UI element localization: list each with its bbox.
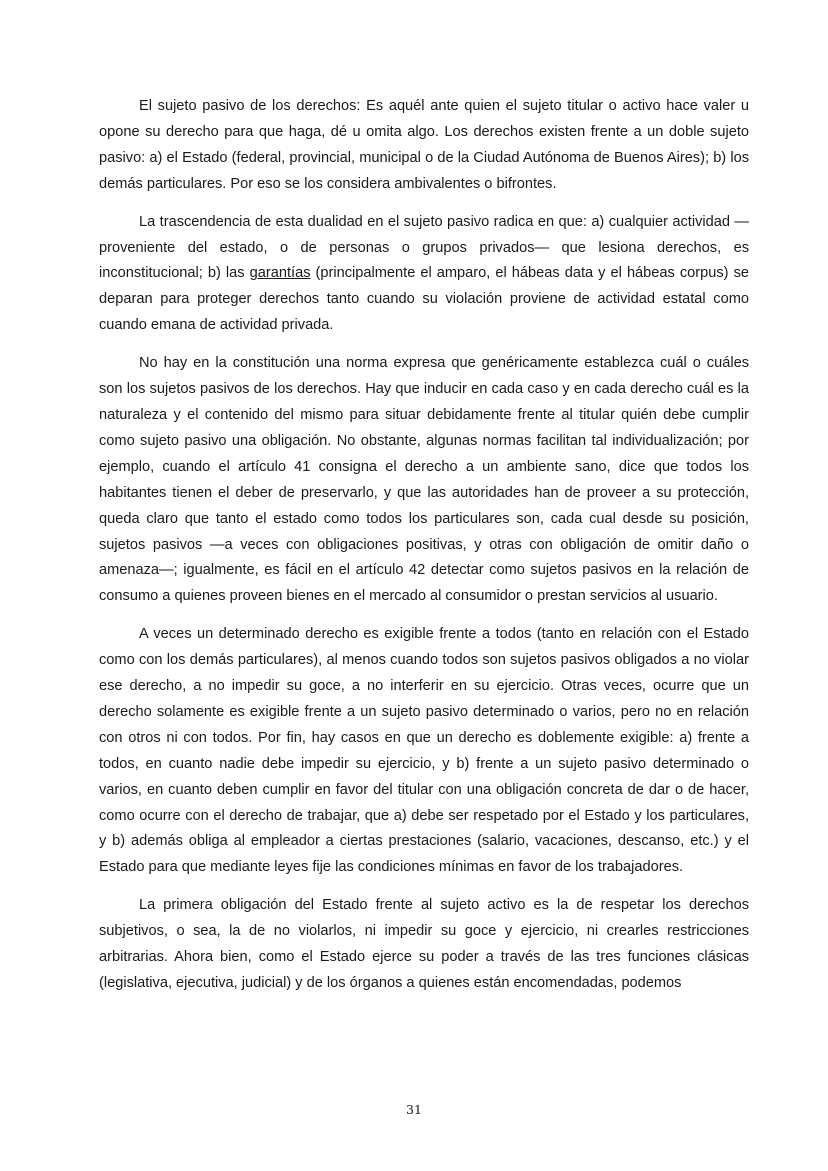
garantias-link[interactable]: garantías: [249, 265, 311, 282]
paragraph-duality-text-after: (principalmente el amparo, el hábeas data y el hábeas corpus) se deparan para proteger derechos tanto cuando su violación proviene de actividad estatal como cuando emana de actividad privada.: [99, 265, 750, 334]
paragraph-state-obligation: La primera obligación del Estado frente al sujeto activo es la de respetar los derechos subjetivos, o sea, la de no violarlos, ni impedir su goce y ejercicio, ni crearles restricciones arbitrarias. Ahora bien, como el Estado ejerce su poder a través de las tres funciones clásicas (legislativa, ejecutiva, judicial) y de los órganos a quienes están encomendadas, podemos: [99, 897, 749, 991]
paragraph-enforceability: A veces un determinado derecho es exigible frente a todos (tanto en relación con el Estado como con los demás particulares), al menos cuando todos son sujetos pasivos obligados a no violar ese derecho, a no impedir su goce, a no interferir en su ejercicio. Otras veces, ocurre que un derecho solamente es exigible frente a un sujeto pasivo determinado o varios, pero no en relación con otros ni con todos. Por fin, hay casos en que un derecho es doblemente exigible: a) frente a todos, en cuanto nadie debe impedir su ejercicio, y b) frente a un sujeto pasivo determinado o varios, en cuanto deben cumplir en favor del titular con una obligación concreta de dar o de hacer, como ocurre con el derecho de trabajar, que a) debe ser respetado por el Estado y los particulares, y b) además obliga al empleador a ciertas prestaciones (salario, vacaciones, descanso, etc.) y el Estado para que mediante leyes fije las condiciones mínimas en favor de los trabajadores.: [99, 626, 749, 876]
paragraph-passive-subject: El sujeto pasivo de los derechos: Es aquél ante quien el sujeto titular o activo hace valer u opone su derecho para que haga, dé u omita algo. Los derechos existen frente a un doble sujeto pasivo: a) el Estado (federal, provincial, municipal o de la Ciudad Autónoma de Buenos Aires); b) los demás particulares. Por eso se los considera ambivalentes o bifrontes.: [99, 98, 749, 192]
paragraph-duality: [99, 210, 749, 340]
paragraph-no-express-norm: No hay en la constitución una norma expresa que genéricamente establezca cuál o cuáles son los sujetos pasivos de los derechos. Hay que inducir en cada caso y en cada derecho cuál es la naturaleza y el contenido del mismo para situar debidamente frente al titular quién debe cumplir como sujeto pasivo una obligación. No obstante, algunas normas facilitan tal individualización; por ejemplo, cuando el artículo 41 consigna el derecho a un ambiente sano, dice que todos los habitantes tienen el deber de preservarlo, y que las autoridades han de proveer a su protección, queda claro que tanto el estado como todos los particulares son, cada cual desde su posición, sujetos pasivos —a veces con obligaciones positivas, y otras con obligación de omitir daño o amenaza—; igualmente, es fácil en el artículo 42 detectar como sujetos pasivos en la relación de consumo a quienes proveen bienes en el mercado al consumidor o prestan servicios al usuario.: [99, 355, 749, 605]
page-number: 31: [406, 1102, 422, 1117]
text-column: [99, 94, 749, 1009]
paragraph-duality-text-before: La trascendencia de esta dualidad en el sujeto pasivo radica en que: a) cualquier actividad —proveniente del estado, o de personas o grupos privados— que lesiona derechos, es inconstitucional; b) las: [99, 213, 749, 282]
